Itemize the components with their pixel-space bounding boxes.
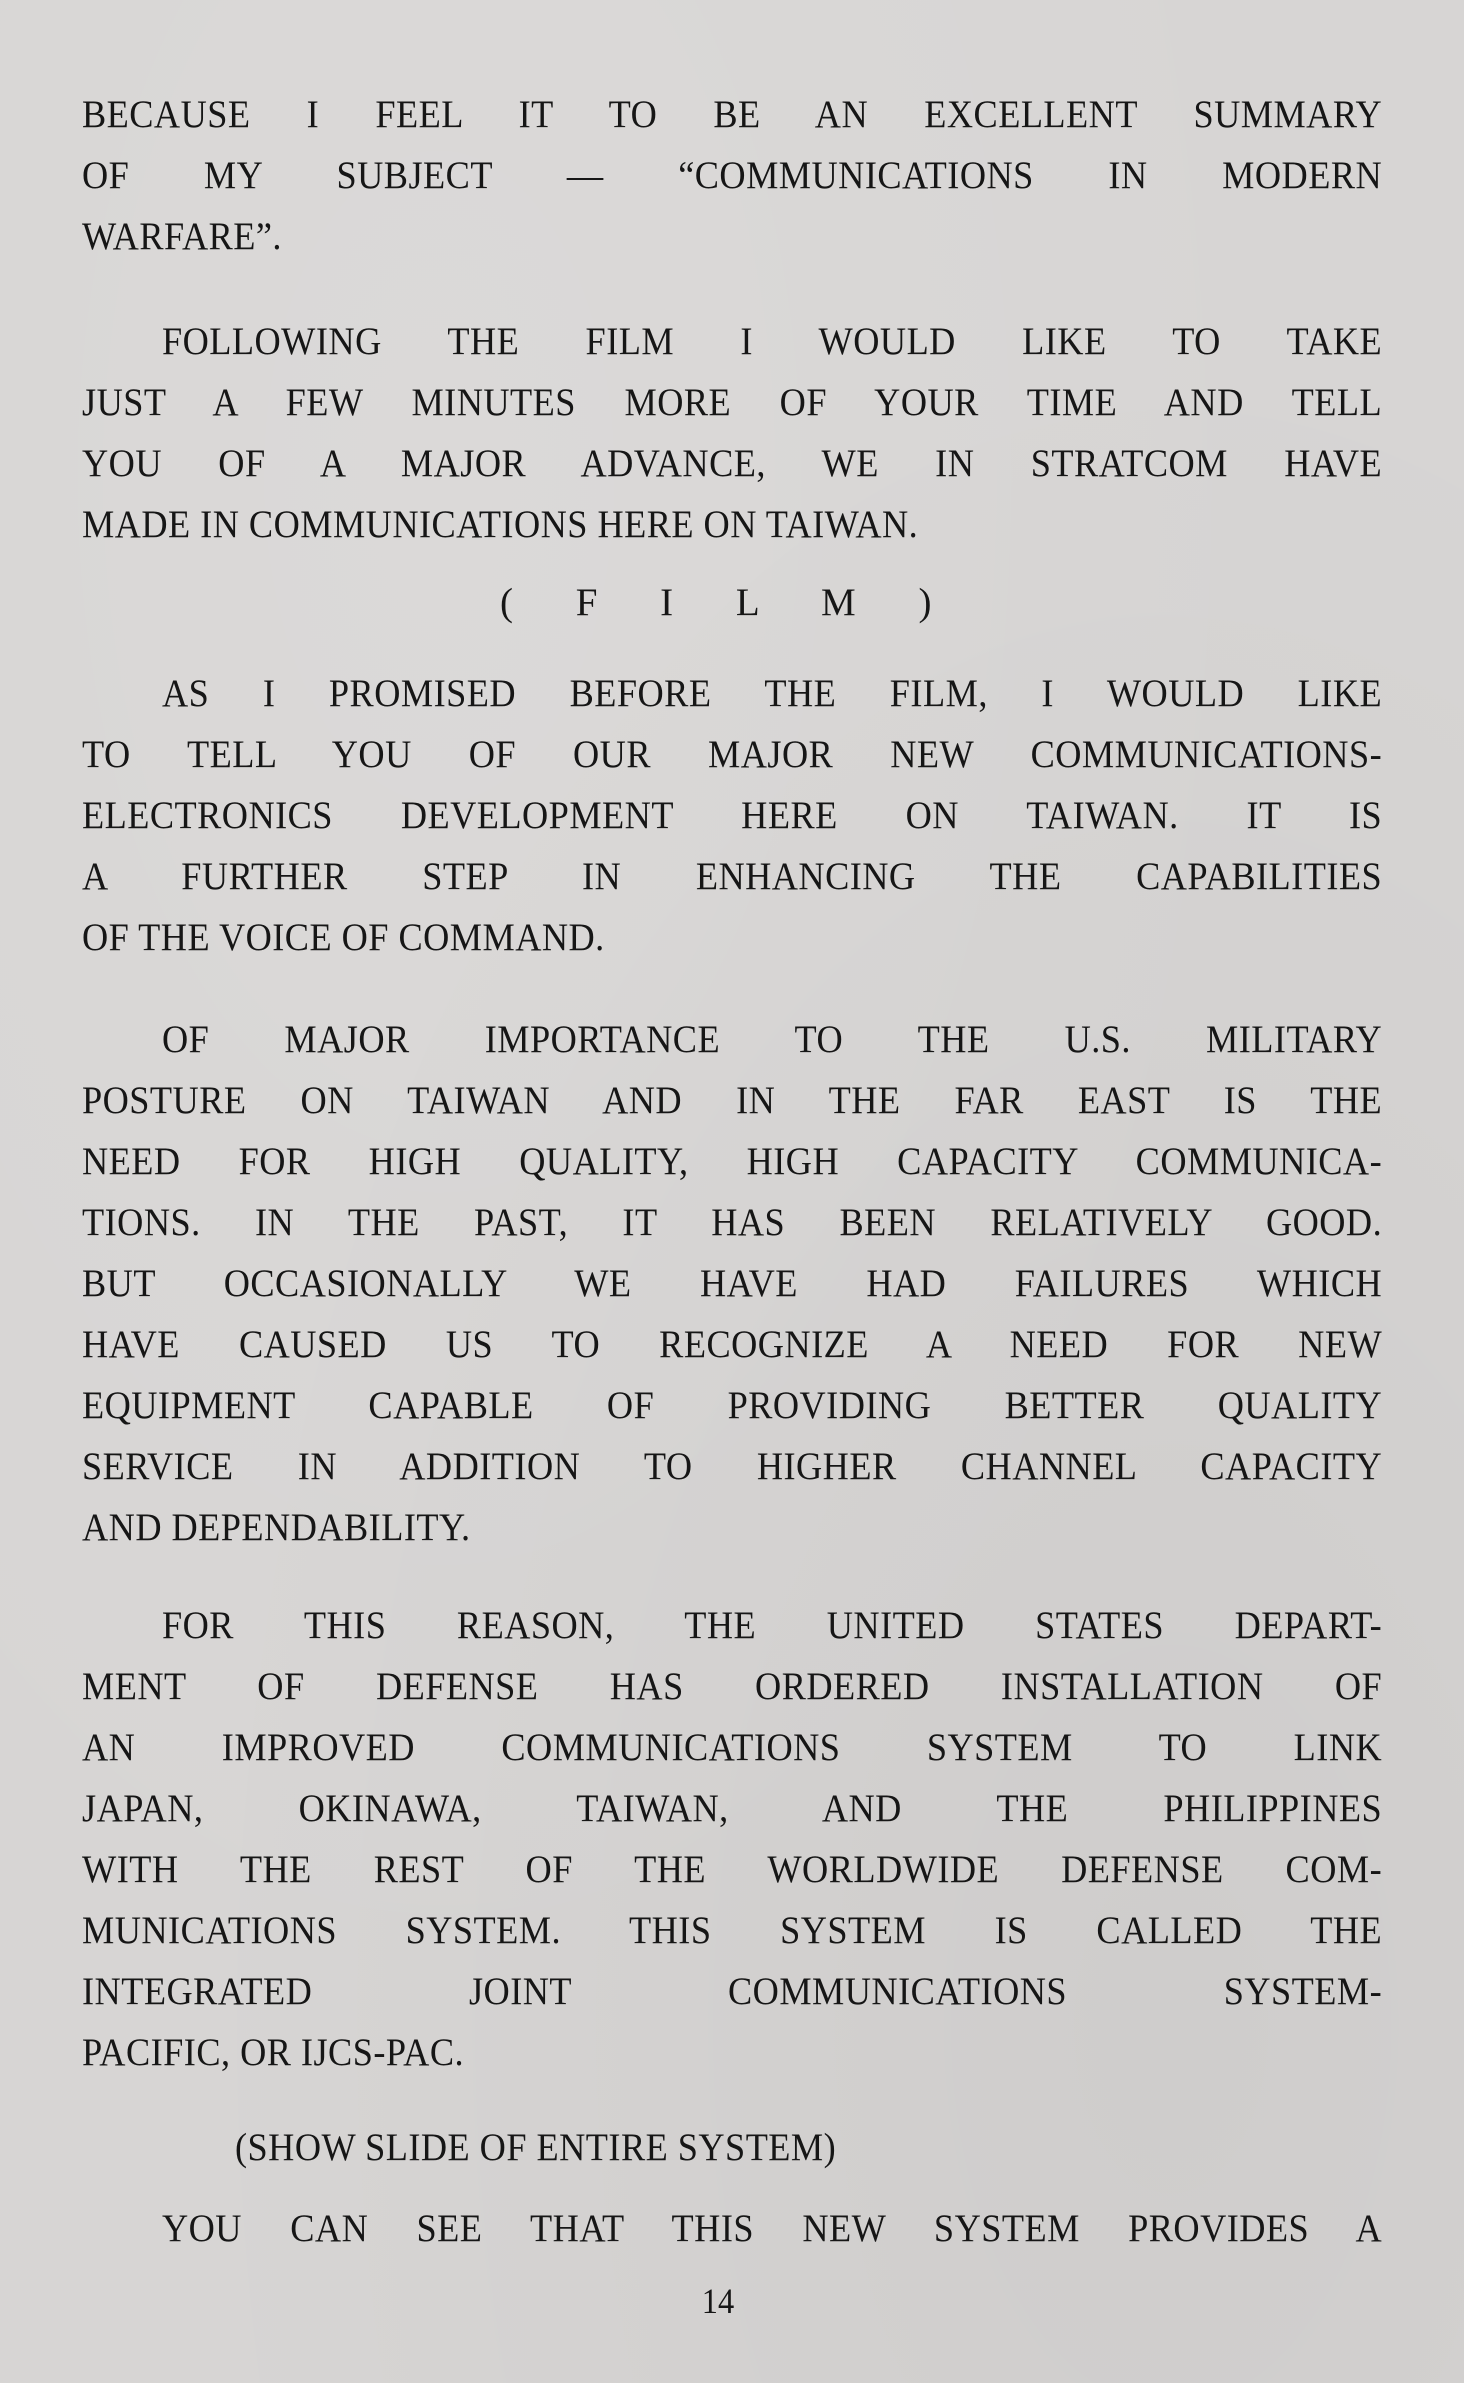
paragraph-1 [82,84,1382,267]
text-line: MADE IN COMMUNICATIONS HERE ON TAIWAN. [82,503,919,546]
text-line: BECAUSE I FEEL IT TO BE AN EXCELLENT SUMMARY [82,93,1383,136]
text-line: A FURTHER STEP IN ENHANCING THE CAPABILITIES [82,855,1383,898]
text-line: EQUIPMENT CAPABLE OF PROVIDING BETTER QUALITY [82,1384,1383,1427]
text-line: HAVE CAUSED US TO RECOGNIZE A NEED FOR NEW [82,1323,1383,1366]
text-line: JUST A FEW MINUTES MORE OF YOUR TIME AND TELL [82,381,1383,424]
text-line: JAPAN, OKINAWA, TAIWAN, AND THE PHILIPPINES [82,1787,1383,1830]
text-line: POSTURE ON TAIWAN AND IN THE FAR EAST IS THE [82,1079,1383,1122]
paragraph-5 [82,1595,1382,2083]
text-line: OF MAJOR IMPORTANCE TO THE U.S. MILITARY [161,1018,1383,1061]
text-line: OF MY SUBJECT — “COMMUNICATIONS IN MODERN [82,154,1383,197]
text-line: MENT OF DEFENSE HAS ORDERED INSTALLATION OF [82,1665,1383,1708]
paragraph-2 [82,311,1382,555]
text-line: BUT OCCASIONALLY WE HAVE HAD FAILURES WHICH [82,1262,1383,1305]
text-line: YOU OF A MAJOR ADVANCE, WE IN STRATCOM HAVE [82,442,1383,485]
page-number: 14 [701,2281,735,2321]
text-line: AS I PROMISED BEFORE THE FILM, I WOULD LIKE [161,672,1383,715]
paragraph-3 [82,663,1382,968]
text-line: NEED FOR HIGH QUALITY, HIGH CAPACITY COMMUNICA- [82,1140,1383,1183]
text-line: TIONS. IN THE PAST, IT HAS BEEN RELATIVELY GOOD. [82,1201,1383,1244]
slide-stage-direction: (SHOW SLIDE OF ENTIRE SYSTEM) [235,2126,837,2169]
text-line: AND DEPENDABILITY. [82,1506,471,1549]
text-line: INTEGRATED JOINT COMMUNICATIONS SYSTEM- [82,1970,1383,2013]
paragraph-4 [82,1009,1382,1558]
paragraph-6 [82,2198,1382,2259]
text-line: OF THE VOICE OF COMMAND. [82,916,605,959]
text-line: TO TELL YOU OF OUR MAJOR NEW COMMUNICATIONS- [82,733,1383,776]
text-line: FOLLOWING THE FILM I WOULD LIKE TO TAKE [161,320,1383,363]
film-stage-direction: ( F I L M ) [500,581,932,624]
text-line: YOU CAN SEE THAT THIS NEW SYSTEM PROVIDES A [161,2207,1383,2250]
text-line: MUNICATIONS SYSTEM. THIS SYSTEM IS CALLED THE [82,1909,1383,1952]
text-line: WITH THE REST OF THE WORLDWIDE DEFENSE COM- [82,1848,1383,1891]
text-line: ELECTRONICS DEVELOPMENT HERE ON TAIWAN. IT IS [82,794,1383,837]
text-line: AN IMPROVED COMMUNICATIONS SYSTEM TO LINK [82,1726,1383,1769]
text-line: FOR THIS REASON, THE UNITED STATES DEPART- [161,1604,1383,1647]
text-line: SERVICE IN ADDITION TO HIGHER CHANNEL CAPACITY [82,1445,1383,1488]
text-line: WARFARE”. [82,215,282,258]
text-line: PACIFIC, OR IJCS-PAC. [82,2031,465,2074]
